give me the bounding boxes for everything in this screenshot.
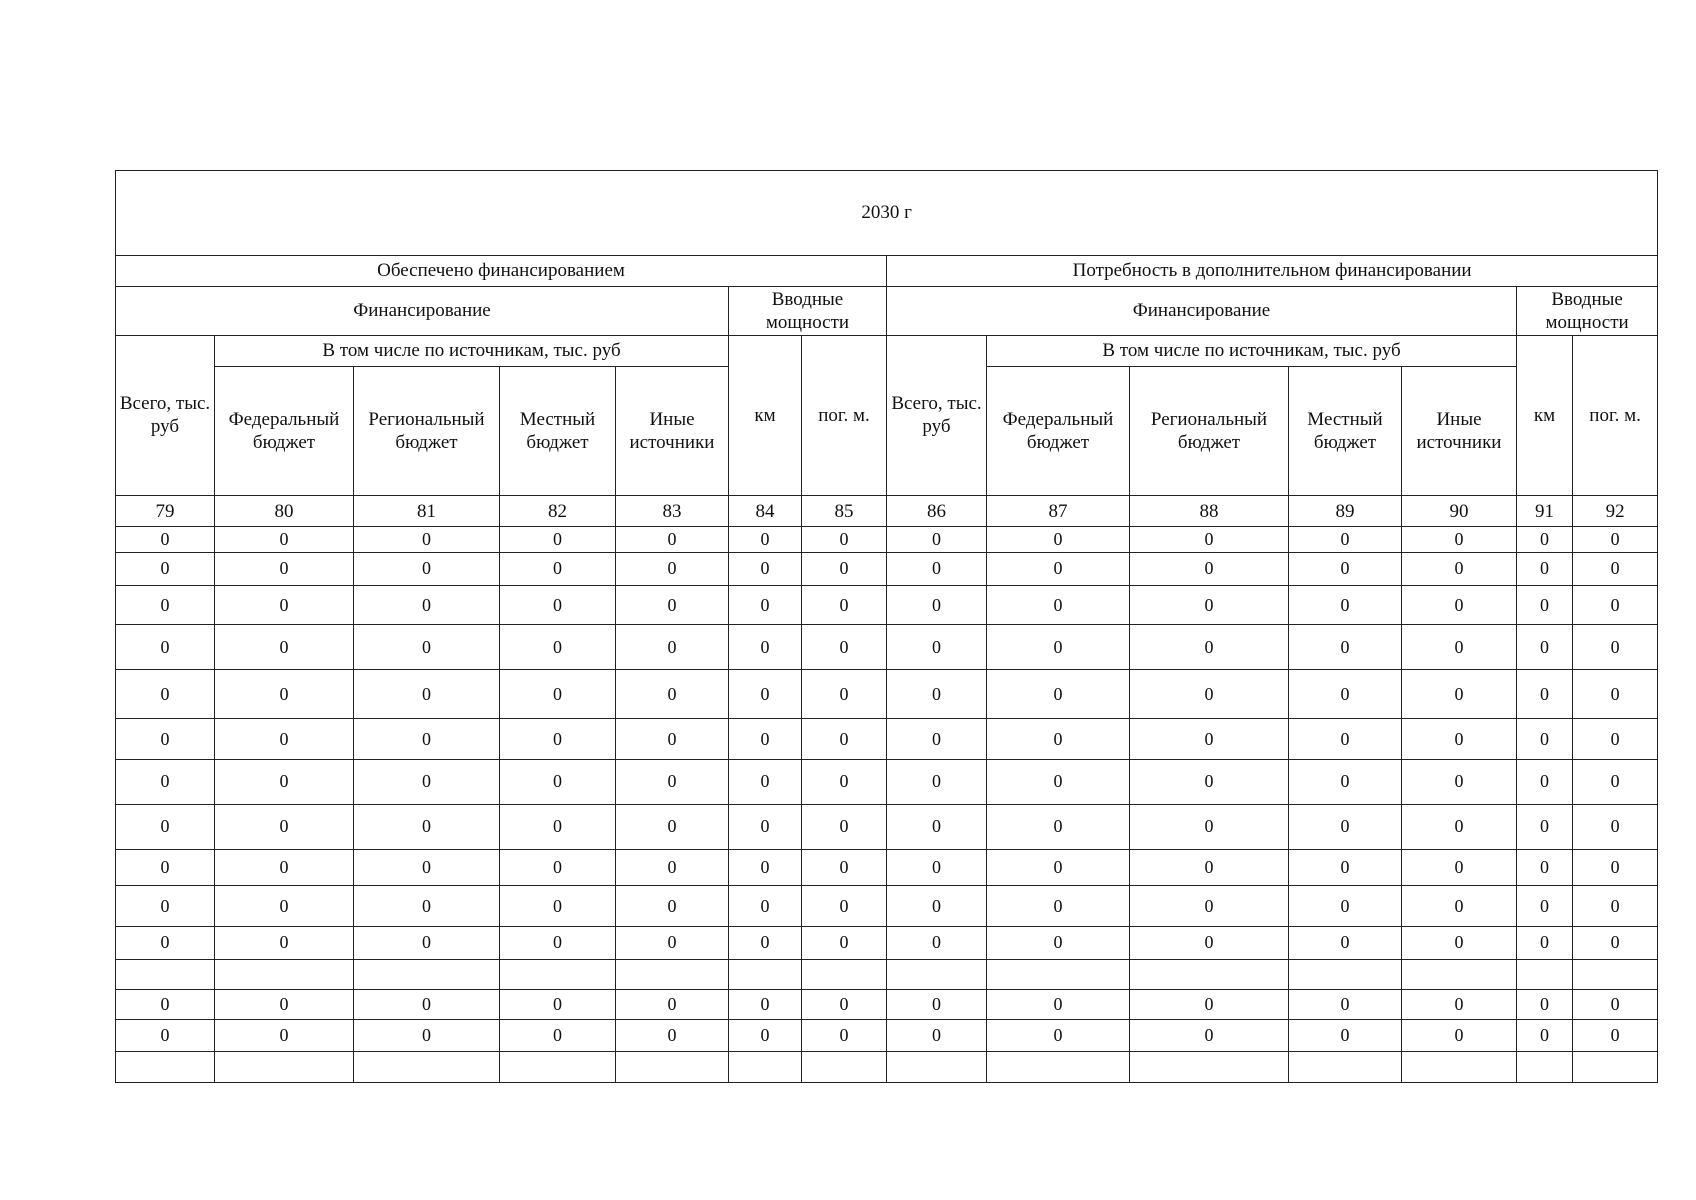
table-cell: 0	[1289, 759, 1402, 804]
table-cell: 0	[616, 527, 729, 552]
table-cell: 0	[1517, 719, 1573, 759]
table-row	[116, 719, 1658, 759]
table-cell: 0	[729, 759, 802, 804]
col-km-header: км	[1517, 335, 1573, 496]
column-number-cell: 91	[1517, 496, 1573, 527]
by-source-header: В том числе по источникам, тыс. руб	[987, 335, 1517, 366]
table-row	[116, 805, 1658, 849]
table-cell: 0	[354, 805, 500, 849]
table-cell: 0	[1517, 527, 1573, 552]
table-cell: 0	[1402, 719, 1517, 759]
table-cell: 0	[1289, 669, 1402, 718]
column-number-cell: 90	[1402, 496, 1517, 527]
table-cell: 0	[1130, 669, 1289, 718]
table-row	[116, 527, 1658, 552]
table-cell: 0	[354, 885, 500, 926]
table-cell: 0	[616, 1020, 729, 1051]
table-row	[116, 959, 1658, 989]
col-other-header: Иные источники	[616, 366, 729, 495]
table-cell: 0	[987, 527, 1130, 552]
table-cell: 0	[215, 1020, 354, 1051]
col-regional-header: Региональный бюджет	[1130, 366, 1289, 495]
table-cell: 0	[500, 552, 616, 585]
table-cell	[354, 1051, 500, 1082]
table-cell: 0	[500, 586, 616, 625]
table-cell: 0	[1402, 527, 1517, 552]
table-cell: 0	[887, 885, 987, 926]
table-cell	[1517, 1051, 1573, 1082]
table-cell: 0	[500, 1020, 616, 1051]
table-cell: 0	[887, 989, 987, 1019]
table-cell: 0	[887, 719, 987, 759]
table-cell	[616, 1051, 729, 1082]
table-cell: 0	[616, 989, 729, 1019]
table-cell: 0	[215, 759, 354, 804]
table-cell	[887, 1051, 987, 1082]
table-cell: 0	[116, 552, 215, 585]
table-cell: 0	[116, 805, 215, 849]
table-cell: 0	[729, 552, 802, 585]
table-cell: 0	[500, 719, 616, 759]
table-cell: 0	[354, 625, 500, 669]
table-cell: 0	[1130, 989, 1289, 1019]
table-cell: 0	[987, 625, 1130, 669]
table-cell: 0	[215, 669, 354, 718]
table-cell: 0	[354, 719, 500, 759]
table-cell: 0	[1573, 586, 1658, 625]
table-cell: 0	[1517, 805, 1573, 849]
table-cell: 0	[1402, 669, 1517, 718]
table-cell	[1130, 959, 1289, 989]
table-cell: 0	[887, 625, 987, 669]
column-number-row	[116, 496, 1658, 527]
table-cell: 0	[1130, 805, 1289, 849]
table-row	[116, 885, 1658, 926]
table-cell: 0	[1573, 849, 1658, 885]
by-source-header: В том числе по источникам, тыс. руб	[215, 335, 729, 366]
table-cell: 0	[500, 759, 616, 804]
table-cell	[215, 1051, 354, 1082]
table-cell	[729, 959, 802, 989]
table-cell: 0	[729, 586, 802, 625]
table-cell: 0	[1402, 805, 1517, 849]
financing-table	[115, 170, 1658, 1083]
table-row	[116, 586, 1658, 625]
table-cell	[616, 959, 729, 989]
table-cell: 0	[729, 669, 802, 718]
col-pog-m-header: пог. м.	[802, 335, 887, 496]
table-cell: 0	[802, 759, 887, 804]
table-cell	[354, 959, 500, 989]
table-cell: 0	[1402, 586, 1517, 625]
table-cell: 0	[987, 927, 1130, 959]
table-cell: 0	[802, 1020, 887, 1051]
col-local-header: Местный бюджет	[1289, 366, 1402, 495]
table-cell: 0	[116, 885, 215, 926]
table-cell: 0	[116, 927, 215, 959]
table-cell: 0	[987, 552, 1130, 585]
table-row	[116, 1051, 1658, 1082]
table-cell: 0	[616, 625, 729, 669]
table-cell: 0	[616, 669, 729, 718]
table-cell: 0	[500, 927, 616, 959]
table-cell: 0	[116, 625, 215, 669]
table-cell: 0	[116, 759, 215, 804]
financing-header: Финансирование	[887, 287, 1517, 335]
table-cell: 0	[1289, 805, 1402, 849]
table-cell: 0	[987, 669, 1130, 718]
financing-table-sheet	[115, 170, 1657, 1083]
table-cell: 0	[1517, 885, 1573, 926]
table-cell: 0	[1573, 719, 1658, 759]
table-cell	[987, 1051, 1130, 1082]
column-number-cell: 89	[1289, 496, 1402, 527]
table-cell: 0	[802, 625, 887, 669]
table-cell: 0	[729, 527, 802, 552]
table-cell: 0	[215, 586, 354, 625]
table-cell: 0	[1402, 1020, 1517, 1051]
table-cell: 0	[887, 1020, 987, 1051]
table-row	[116, 669, 1658, 718]
table-cell: 0	[354, 1020, 500, 1051]
table-cell: 0	[616, 805, 729, 849]
table-cell: 0	[1517, 927, 1573, 959]
table-cell: 0	[354, 669, 500, 718]
table-cell: 0	[887, 669, 987, 718]
table-cell: 0	[887, 759, 987, 804]
table-row	[116, 1020, 1658, 1051]
section-provided: Обеспечено финансированием	[116, 255, 887, 286]
table-cell: 0	[1289, 885, 1402, 926]
table-cell	[1573, 959, 1658, 989]
section-needed: Потребность в дополнительном финансировании	[887, 255, 1658, 286]
table-cell: 0	[987, 849, 1130, 885]
table-cell: 0	[616, 586, 729, 625]
table-cell: 0	[1517, 586, 1573, 625]
table-cell: 0	[354, 586, 500, 625]
table-cell	[500, 959, 616, 989]
financing-header: Финансирование	[116, 287, 729, 335]
table-cell: 0	[1130, 759, 1289, 804]
table-cell	[1517, 959, 1573, 989]
table-cell: 0	[354, 989, 500, 1019]
table-cell: 0	[987, 759, 1130, 804]
table-cell: 0	[1573, 625, 1658, 669]
table-cell: 0	[1573, 527, 1658, 552]
table-cell: 0	[215, 805, 354, 849]
table-cell: 0	[1517, 759, 1573, 804]
table-cell	[1402, 1051, 1517, 1082]
table-cell: 0	[987, 805, 1130, 849]
column-number-cell: 80	[215, 496, 354, 527]
table-cell: 0	[500, 669, 616, 718]
table-row	[116, 625, 1658, 669]
table-cell: 0	[116, 719, 215, 759]
table-cell: 0	[729, 625, 802, 669]
table-cell: 0	[887, 927, 987, 959]
table-cell: 0	[116, 1020, 215, 1051]
table-cell: 0	[354, 849, 500, 885]
col-total-header: Всего, тыс. руб	[887, 335, 987, 496]
table-cell: 0	[802, 669, 887, 718]
table-cell: 0	[1517, 669, 1573, 718]
column-number-cell: 92	[1573, 496, 1658, 527]
table-cell: 0	[802, 849, 887, 885]
table-cell: 0	[616, 719, 729, 759]
table-row	[116, 849, 1658, 885]
table-cell: 0	[1130, 586, 1289, 625]
table-cell: 0	[729, 885, 802, 926]
table-cell: 0	[1402, 849, 1517, 885]
table-cell: 0	[215, 552, 354, 585]
table-cell: 0	[887, 527, 987, 552]
table-cell: 0	[1130, 927, 1289, 959]
table-cell: 0	[215, 719, 354, 759]
column-number-cell: 85	[802, 496, 887, 527]
table-cell: 0	[1402, 759, 1517, 804]
table-cell: 0	[1289, 989, 1402, 1019]
table-cell: 0	[1289, 849, 1402, 885]
table-cell: 0	[354, 527, 500, 552]
col-pog-m-header: пог. м.	[1573, 335, 1658, 496]
table-cell: 0	[116, 849, 215, 885]
col-local-header: Местный бюджет	[500, 366, 616, 495]
column-number-cell: 84	[729, 496, 802, 527]
table-cell: 0	[500, 805, 616, 849]
table-cell: 0	[987, 989, 1130, 1019]
table-cell: 0	[1517, 849, 1573, 885]
table-cell: 0	[1573, 759, 1658, 804]
table-cell: 0	[729, 1020, 802, 1051]
table-cell: 0	[215, 849, 354, 885]
table-cell: 0	[1402, 989, 1517, 1019]
table-cell	[802, 1051, 887, 1082]
col-total-header: Всего, тыс. руб	[116, 335, 215, 496]
table-cell: 0	[802, 552, 887, 585]
table-cell: 0	[1573, 669, 1658, 718]
table-cell: 0	[729, 927, 802, 959]
table-cell: 0	[116, 989, 215, 1019]
table-cell: 0	[1402, 885, 1517, 926]
table-cell	[116, 1051, 215, 1082]
table-cell: 0	[1289, 625, 1402, 669]
column-number-cell: 83	[616, 496, 729, 527]
table-cell	[802, 959, 887, 989]
column-number-cell: 88	[1130, 496, 1289, 527]
table-cell: 0	[354, 927, 500, 959]
column-number-cell: 87	[987, 496, 1130, 527]
table-cell: 0	[1289, 719, 1402, 759]
table-cell: 0	[215, 927, 354, 959]
table-cell: 0	[1130, 552, 1289, 585]
table-cell: 0	[987, 1020, 1130, 1051]
table-cell: 0	[887, 552, 987, 585]
col-regional-header: Региональный бюджет	[354, 366, 500, 495]
table-cell: 0	[802, 885, 887, 926]
table-cell: 0	[215, 527, 354, 552]
table-cell: 0	[1573, 989, 1658, 1019]
table-cell: 0	[215, 625, 354, 669]
table-cell	[987, 959, 1130, 989]
col-other-header: Иные источники	[1402, 366, 1517, 495]
table-cell	[1573, 1051, 1658, 1082]
table-cell	[1402, 959, 1517, 989]
table-cell: 0	[500, 849, 616, 885]
table-cell: 0	[1402, 927, 1517, 959]
table-cell: 0	[1517, 625, 1573, 669]
table-cell: 0	[616, 759, 729, 804]
column-number-cell: 81	[354, 496, 500, 527]
table-cell: 0	[1402, 552, 1517, 585]
table-cell	[1130, 1051, 1289, 1082]
table-cell: 0	[616, 885, 729, 926]
table-cell	[500, 1051, 616, 1082]
table-cell: 0	[1573, 805, 1658, 849]
table-cell: 0	[802, 989, 887, 1019]
col-federal-header: Федеральный бюджет	[987, 366, 1130, 495]
capacity-header: Вводные мощности	[729, 287, 887, 335]
table-cell: 0	[1573, 552, 1658, 585]
table-cell: 0	[1517, 552, 1573, 585]
table-cell: 0	[116, 527, 215, 552]
table-cell	[116, 959, 215, 989]
table-cell: 0	[987, 719, 1130, 759]
table-row	[116, 989, 1658, 1019]
table-cell: 0	[500, 625, 616, 669]
table-cell: 0	[802, 719, 887, 759]
table-row	[116, 759, 1658, 804]
table-cell: 0	[887, 849, 987, 885]
table-cell: 0	[1289, 552, 1402, 585]
column-number-cell: 79	[116, 496, 215, 527]
table-cell: 0	[1517, 989, 1573, 1019]
table-cell: 0	[354, 552, 500, 585]
table-cell: 0	[1289, 586, 1402, 625]
table-cell: 0	[1517, 1020, 1573, 1051]
table-cell: 0	[500, 989, 616, 1019]
table-cell: 0	[1289, 927, 1402, 959]
table-cell	[215, 959, 354, 989]
table-cell	[1289, 959, 1402, 989]
table-cell: 0	[802, 927, 887, 959]
table-cell: 0	[1130, 625, 1289, 669]
table-cell: 0	[1130, 1020, 1289, 1051]
table-cell: 0	[987, 885, 1130, 926]
table-cell: 0	[116, 586, 215, 625]
capacity-header: Вводные мощности	[1517, 287, 1658, 335]
table-cell: 0	[354, 759, 500, 804]
table-cell: 0	[215, 885, 354, 926]
table-cell: 0	[616, 552, 729, 585]
table-cell: 0	[1130, 719, 1289, 759]
table-cell	[729, 1051, 802, 1082]
col-federal-header: Федеральный бюджет	[215, 366, 354, 495]
table-cell: 0	[1402, 625, 1517, 669]
table-cell: 0	[500, 527, 616, 552]
table-cell: 0	[1130, 527, 1289, 552]
table-cell	[1289, 1051, 1402, 1082]
table-cell: 0	[616, 849, 729, 885]
table-cell: 0	[987, 586, 1130, 625]
year-title: 2030 г	[116, 171, 1658, 256]
table-cell: 0	[500, 885, 616, 926]
col-km-header: км	[729, 335, 802, 496]
table-cell: 0	[616, 927, 729, 959]
table-cell: 0	[887, 586, 987, 625]
table-cell: 0	[729, 719, 802, 759]
table-cell: 0	[729, 849, 802, 885]
column-number-cell: 82	[500, 496, 616, 527]
table-cell: 0	[215, 989, 354, 1019]
table-row	[116, 927, 1658, 959]
table-cell: 0	[887, 805, 987, 849]
table-cell: 0	[1573, 885, 1658, 926]
table-cell: 0	[729, 805, 802, 849]
table-cell: 0	[729, 989, 802, 1019]
table-cell: 0	[802, 527, 887, 552]
table-cell: 0	[1130, 849, 1289, 885]
column-number-cell: 86	[887, 496, 987, 527]
table-cell: 0	[1573, 927, 1658, 959]
table-cell: 0	[1289, 1020, 1402, 1051]
table-cell: 0	[802, 586, 887, 625]
table-cell: 0	[116, 669, 215, 718]
table-row	[116, 552, 1658, 585]
table-cell: 0	[1573, 1020, 1658, 1051]
table-cell: 0	[1130, 885, 1289, 926]
table-cell: 0	[1289, 527, 1402, 552]
table-cell	[887, 959, 987, 989]
table-cell: 0	[802, 805, 887, 849]
